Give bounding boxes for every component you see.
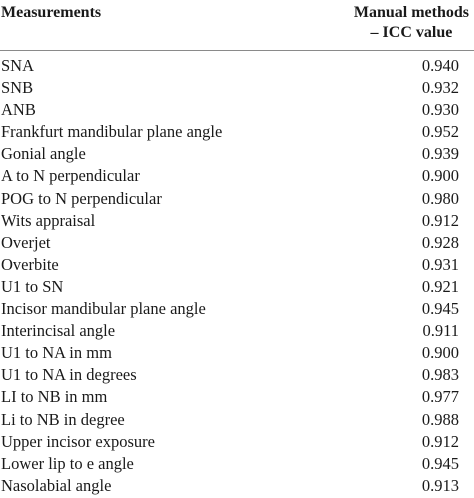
icc-value-cell: 0.921 [421,276,459,296]
measurement-cell: Lower lip to e angle [1,453,134,473]
table-row [0,298,474,320]
icc-value-cell: 0.912 [421,431,459,451]
measurement-cell: U1 to SN [1,276,64,296]
measurement-cell: Gonial angle [1,144,86,164]
icc-value-cell: 0.911 [422,321,459,341]
measurement-cell: SNB [1,78,34,98]
icc-value-cell: 0.930 [421,100,459,120]
table-row [0,55,474,77]
measurement-cell: ANB [1,100,36,120]
table-row [0,232,474,254]
icc-value-cell: 0.977 [421,387,459,407]
table-body [0,55,474,497]
icc-value-cell: 0.980 [421,188,459,208]
table-row [0,409,474,431]
icc-value-cell: 0.900 [421,166,459,186]
icc-value-cell: 0.988 [421,409,459,429]
icc-value-cell: 0.945 [421,299,459,319]
table-row [0,99,474,121]
table-row [0,386,474,408]
icc-column-header [354,3,469,43]
measurement-cell: Nasolabial angle [1,475,112,495]
measurement-cell: U1 to NA in degrees [1,365,137,385]
icc-header-line-1: Manual methods [353,4,469,21]
measurement-cell: A to N perpendicular [1,166,140,186]
table-row [0,364,474,386]
icc-value-cell: 0.913 [421,475,459,495]
measurement-cell: Frankfurt mandibular plane angle [1,122,223,142]
icc-value-cell: 0.939 [421,144,459,164]
icc-value-cell: 0.945 [421,453,459,473]
measurements-column-header: Measurements [1,4,102,21]
icc-value-cell: 0.900 [421,343,459,363]
measurement-cell: LI to NB in mm [1,387,108,407]
table-row [0,165,474,187]
measurement-cell: Overjet [1,232,51,252]
icc-value-cell: 0.931 [421,254,459,274]
icc-value-cell: 0.940 [421,56,459,75]
icc-value-cell: 0.928 [421,232,459,252]
measurement-cell: POG to N perpendicular [1,188,162,208]
icc-value-cell: 0.932 [421,78,459,98]
icc-value-cell: 0.983 [421,365,459,385]
table-row [0,188,474,210]
icc-header-line-2: – ICC value [370,24,453,41]
table-row [0,475,474,497]
table-row [0,210,474,232]
table-row [0,342,474,364]
measurement-cell: SNA [1,56,35,75]
table-row [0,121,474,143]
measurement-cell: Wits appraisal [1,210,96,230]
measurement-cell: Upper incisor exposure [1,431,155,451]
table-row [0,254,474,276]
table-row [0,276,474,298]
table-header [0,0,474,51]
measurement-cell: Overbite [1,254,59,274]
table-row [0,77,474,99]
icc-value-cell: 0.912 [421,210,459,230]
table-row [0,431,474,453]
table-row [0,320,474,342]
measurement-cell: Li to NB in degree [1,409,125,429]
measurement-cell: Incisor mandibular plane angle [1,299,206,319]
measurement-cell: U1 to NA in mm [1,343,112,363]
table-row [0,143,474,165]
measurement-cell: Interincisal angle [1,321,116,341]
icc-value-cell: 0.952 [421,122,459,142]
table-row [0,453,474,475]
